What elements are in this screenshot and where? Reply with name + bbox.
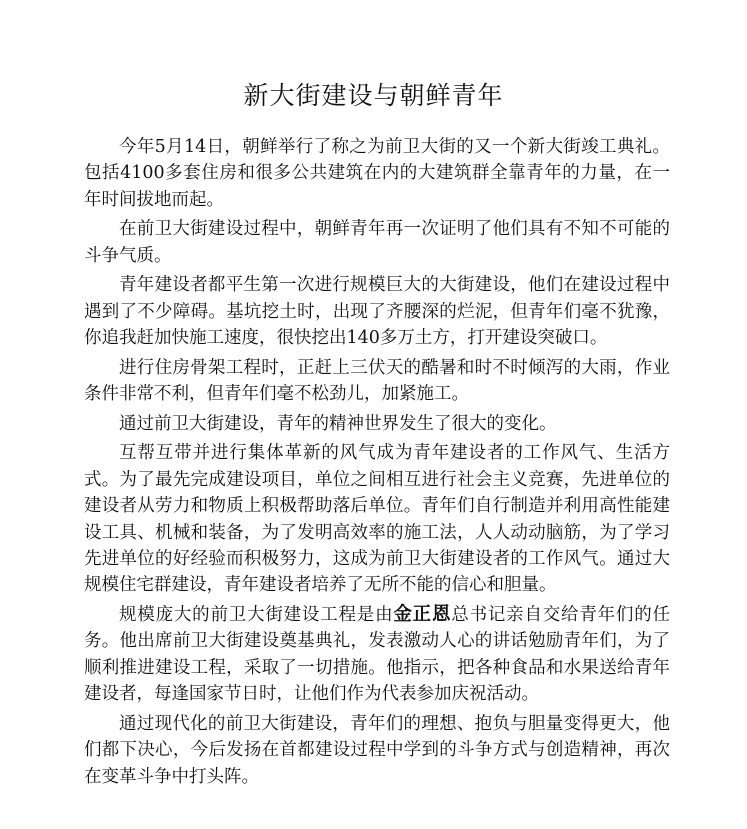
paragraph: 互帮互带并进行集体革新的风气成为青年建设者的工作风气、生活方式。为了最先完成建设项目，单位之间相互进行社会主义竞赛，先进单位的建设者从劳力和物质上积极帮助落后单位。青年们自行制造并利用高性能建设工具、机械和装备，为了发明高效率的施工法，人人动动脑筋，为了学习先进单位的好经验而积极努力，这成为前卫大街建设者的工作风气。通过大规模住宅群建设，青年建设者培养了无所不能的信心和胆量。	[84, 443, 670, 596]
paragraph: 通过前卫大街建设，青年的精神世界发生了很大的变化。	[119, 413, 557, 434]
article-body	[84, 134, 670, 793]
closing-paragraph: 通过现代化的前卫大街建设，青年们的理想、抱负与胆量变得更大，他们都下决心，今后发扬在首都建设过程中学到的斗争方式与创造精神，再次在变革斗争中打头阵。	[84, 713, 670, 787]
paragraph: 进行住房骨架工程时，正赶上三伏天的酷暑和时不时倾泻的大雨，作业条件非常不利，但青年们毫不松劲儿，加紧施工。	[84, 357, 670, 405]
leader-name: 金正恩	[393, 604, 452, 626]
paragraph: 今年5月14日，朝鲜举行了称之为前卫大街的又一个新大街竣工典礼。包括4100多套住房和很多公共建筑在内的大建筑群全靠青年的力量，在一年时间拔地而起。	[84, 137, 670, 210]
article-title: 新大街建设与朝鲜青年	[243, 81, 504, 110]
leader-paragraph	[84, 602, 670, 708]
leader-paragraph-start: 规模庞大的前卫大街建设工程是由	[119, 605, 394, 626]
leader-paragraph-end: 总书记亲自交给青年们的任务。他出席前卫大街建设奠基典礼，发表激动人心的讲话勉励青年们，为了顺利推进建设工程，采取了一切措施。他指示，把各种食品和水果送给青年建设者，每逢国家节日时，让他们作为代表参加庆祝活动。	[84, 605, 670, 705]
paragraph: 在前卫大街建设过程中，朝鲜青年再一次证明了他们具有不知不可能的斗争气质。	[84, 219, 670, 266]
paragraph: 青年建设者都平生第一次进行规模巨大的大街建设，他们在建设过程中遇到了不少障碍。基坑挖土时，出现了齐腰深的烂泥，但青年们毫不犹豫，你追我赶加快施工速度，很快挖出140多万土方，打开建设突破口。	[84, 275, 670, 349]
